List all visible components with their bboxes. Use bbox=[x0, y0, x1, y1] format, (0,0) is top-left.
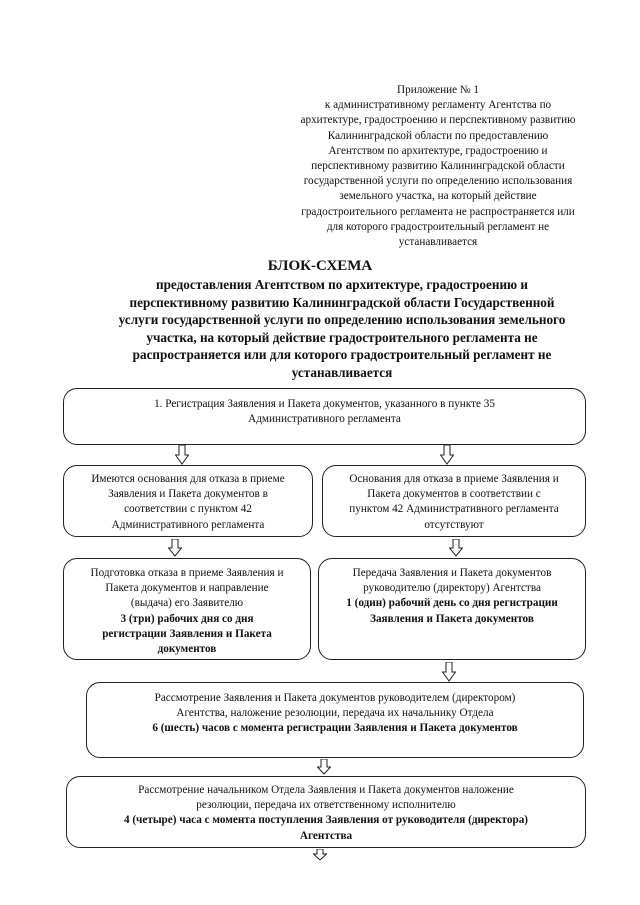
appendix-line: к административному регламенту Агентства по bbox=[324, 99, 552, 112]
step-registration-box bbox=[63, 388, 586, 445]
deadline-text: Агентства bbox=[299, 829, 353, 842]
appendix-line: земельного участка, на который действие bbox=[339, 190, 537, 203]
subtitle-line: участка, на который действие градостроительного регламента не bbox=[146, 329, 538, 345]
box-text: Пакета документов и направление bbox=[105, 582, 269, 595]
subtitle-line: устанавливается bbox=[291, 364, 393, 380]
subtitle-line: распространяется или для которого градостроительный регламент не bbox=[132, 347, 552, 363]
box-text: Заявления и Пакета документов в bbox=[108, 488, 268, 501]
box-text: Административного регламента bbox=[111, 518, 265, 531]
transfer-to-director-box bbox=[318, 558, 586, 660]
box-text: (выдача) его Заявителю bbox=[130, 597, 244, 610]
deadline-text: 6 (шесть) часов с момента регистрации Заявления и Пакета документов bbox=[152, 722, 518, 735]
arrow-down-icon bbox=[442, 662, 456, 682]
box-text: резолюции, передача их ответственному исполнителю bbox=[196, 799, 456, 812]
deadline-text: 1 (один) рабочий день со дня регистрации bbox=[346, 597, 558, 610]
appendix-note bbox=[258, 83, 618, 250]
refusal-grounds-box bbox=[63, 465, 313, 537]
box-text: Подготовка отказа в приеме Заявления и bbox=[90, 567, 284, 579]
head-review-box bbox=[66, 776, 586, 848]
box-text: Передача Заявления и Пакета документов bbox=[352, 567, 552, 579]
appendix-line: устанавливается bbox=[398, 236, 478, 249]
box-text: соответствии с пунктом 42 bbox=[124, 503, 252, 516]
box-text: Имеются основания для отказа в приеме bbox=[91, 473, 285, 485]
appendix-line: архитектуре, градостроению и перспективному развитию bbox=[300, 114, 576, 127]
deadline-text: регистрации Заявления и Пакета bbox=[102, 627, 272, 640]
arrow-down-icon bbox=[175, 445, 189, 465]
subtitle-line: услуги государственной услуги по определению использования земельного bbox=[118, 312, 566, 328]
box-text: пунктом 42 Административного регламента bbox=[349, 503, 559, 516]
arrow-down-icon bbox=[168, 539, 182, 557]
deadline-text: документов bbox=[157, 643, 217, 656]
deadline-text: 4 (четыре) часа с момента поступления Заявления от руководителя (директора) bbox=[123, 814, 529, 827]
arrow-down-icon bbox=[313, 849, 327, 861]
box-text: Административного регламента bbox=[248, 413, 401, 426]
appendix-line: Калининградской области по предоставлению bbox=[327, 129, 549, 142]
box-text: Агентства, наложение резолюции, передача их начальнику Отдела bbox=[176, 707, 494, 720]
box-text: Основания для отказа в приеме Заявления и bbox=[349, 473, 559, 485]
box-text: Рассмотрение Заявления и Пакета документов руководителем (директором) bbox=[154, 692, 516, 704]
refusal-preparation-box bbox=[63, 558, 311, 660]
box-text: руководителю (директору) Агентства bbox=[363, 582, 541, 595]
deadline-text: 3 (три) рабочих дня со дня bbox=[120, 612, 254, 625]
appendix-line: государственной услуги по определению использования bbox=[303, 175, 573, 188]
director-review-box bbox=[86, 682, 584, 758]
appendix-line: перспективному развитию Калининградской области bbox=[311, 160, 565, 173]
arrow-down-icon bbox=[317, 759, 331, 775]
appendix-line: для которого градостроительный регламент не bbox=[326, 220, 550, 233]
diagram-title: БЛОК-СХЕМА bbox=[267, 258, 373, 274]
box-text: Пакета документов в соответствии с bbox=[367, 488, 541, 501]
arrow-down-icon bbox=[440, 445, 454, 465]
appendix-line: Приложение № 1 bbox=[397, 84, 479, 96]
subtitle-line: предоставления Агентством по архитектуре, градостроению и bbox=[155, 277, 529, 292]
box-text: отсутствуют bbox=[424, 518, 484, 531]
no-refusal-grounds-box bbox=[322, 465, 586, 537]
subtitle-line: перспективному развитию Калининградской области Государственной bbox=[129, 294, 555, 310]
box-text: 1. Регистрация Заявления и Пакета документов, указанного в пункте 35 bbox=[154, 398, 495, 410]
deadline-text: Заявления и Пакета документов bbox=[370, 612, 534, 625]
diagram-subtitle bbox=[92, 276, 592, 382]
box-text: Рассмотрение начальником Отдела Заявления и Пакета документов наложение bbox=[138, 784, 514, 796]
appendix-line: Агентством по архитектуре, градостроению и bbox=[328, 144, 548, 157]
arrow-down-icon bbox=[449, 539, 463, 557]
appendix-line: градостроительного регламента не распространяется или bbox=[301, 205, 575, 218]
